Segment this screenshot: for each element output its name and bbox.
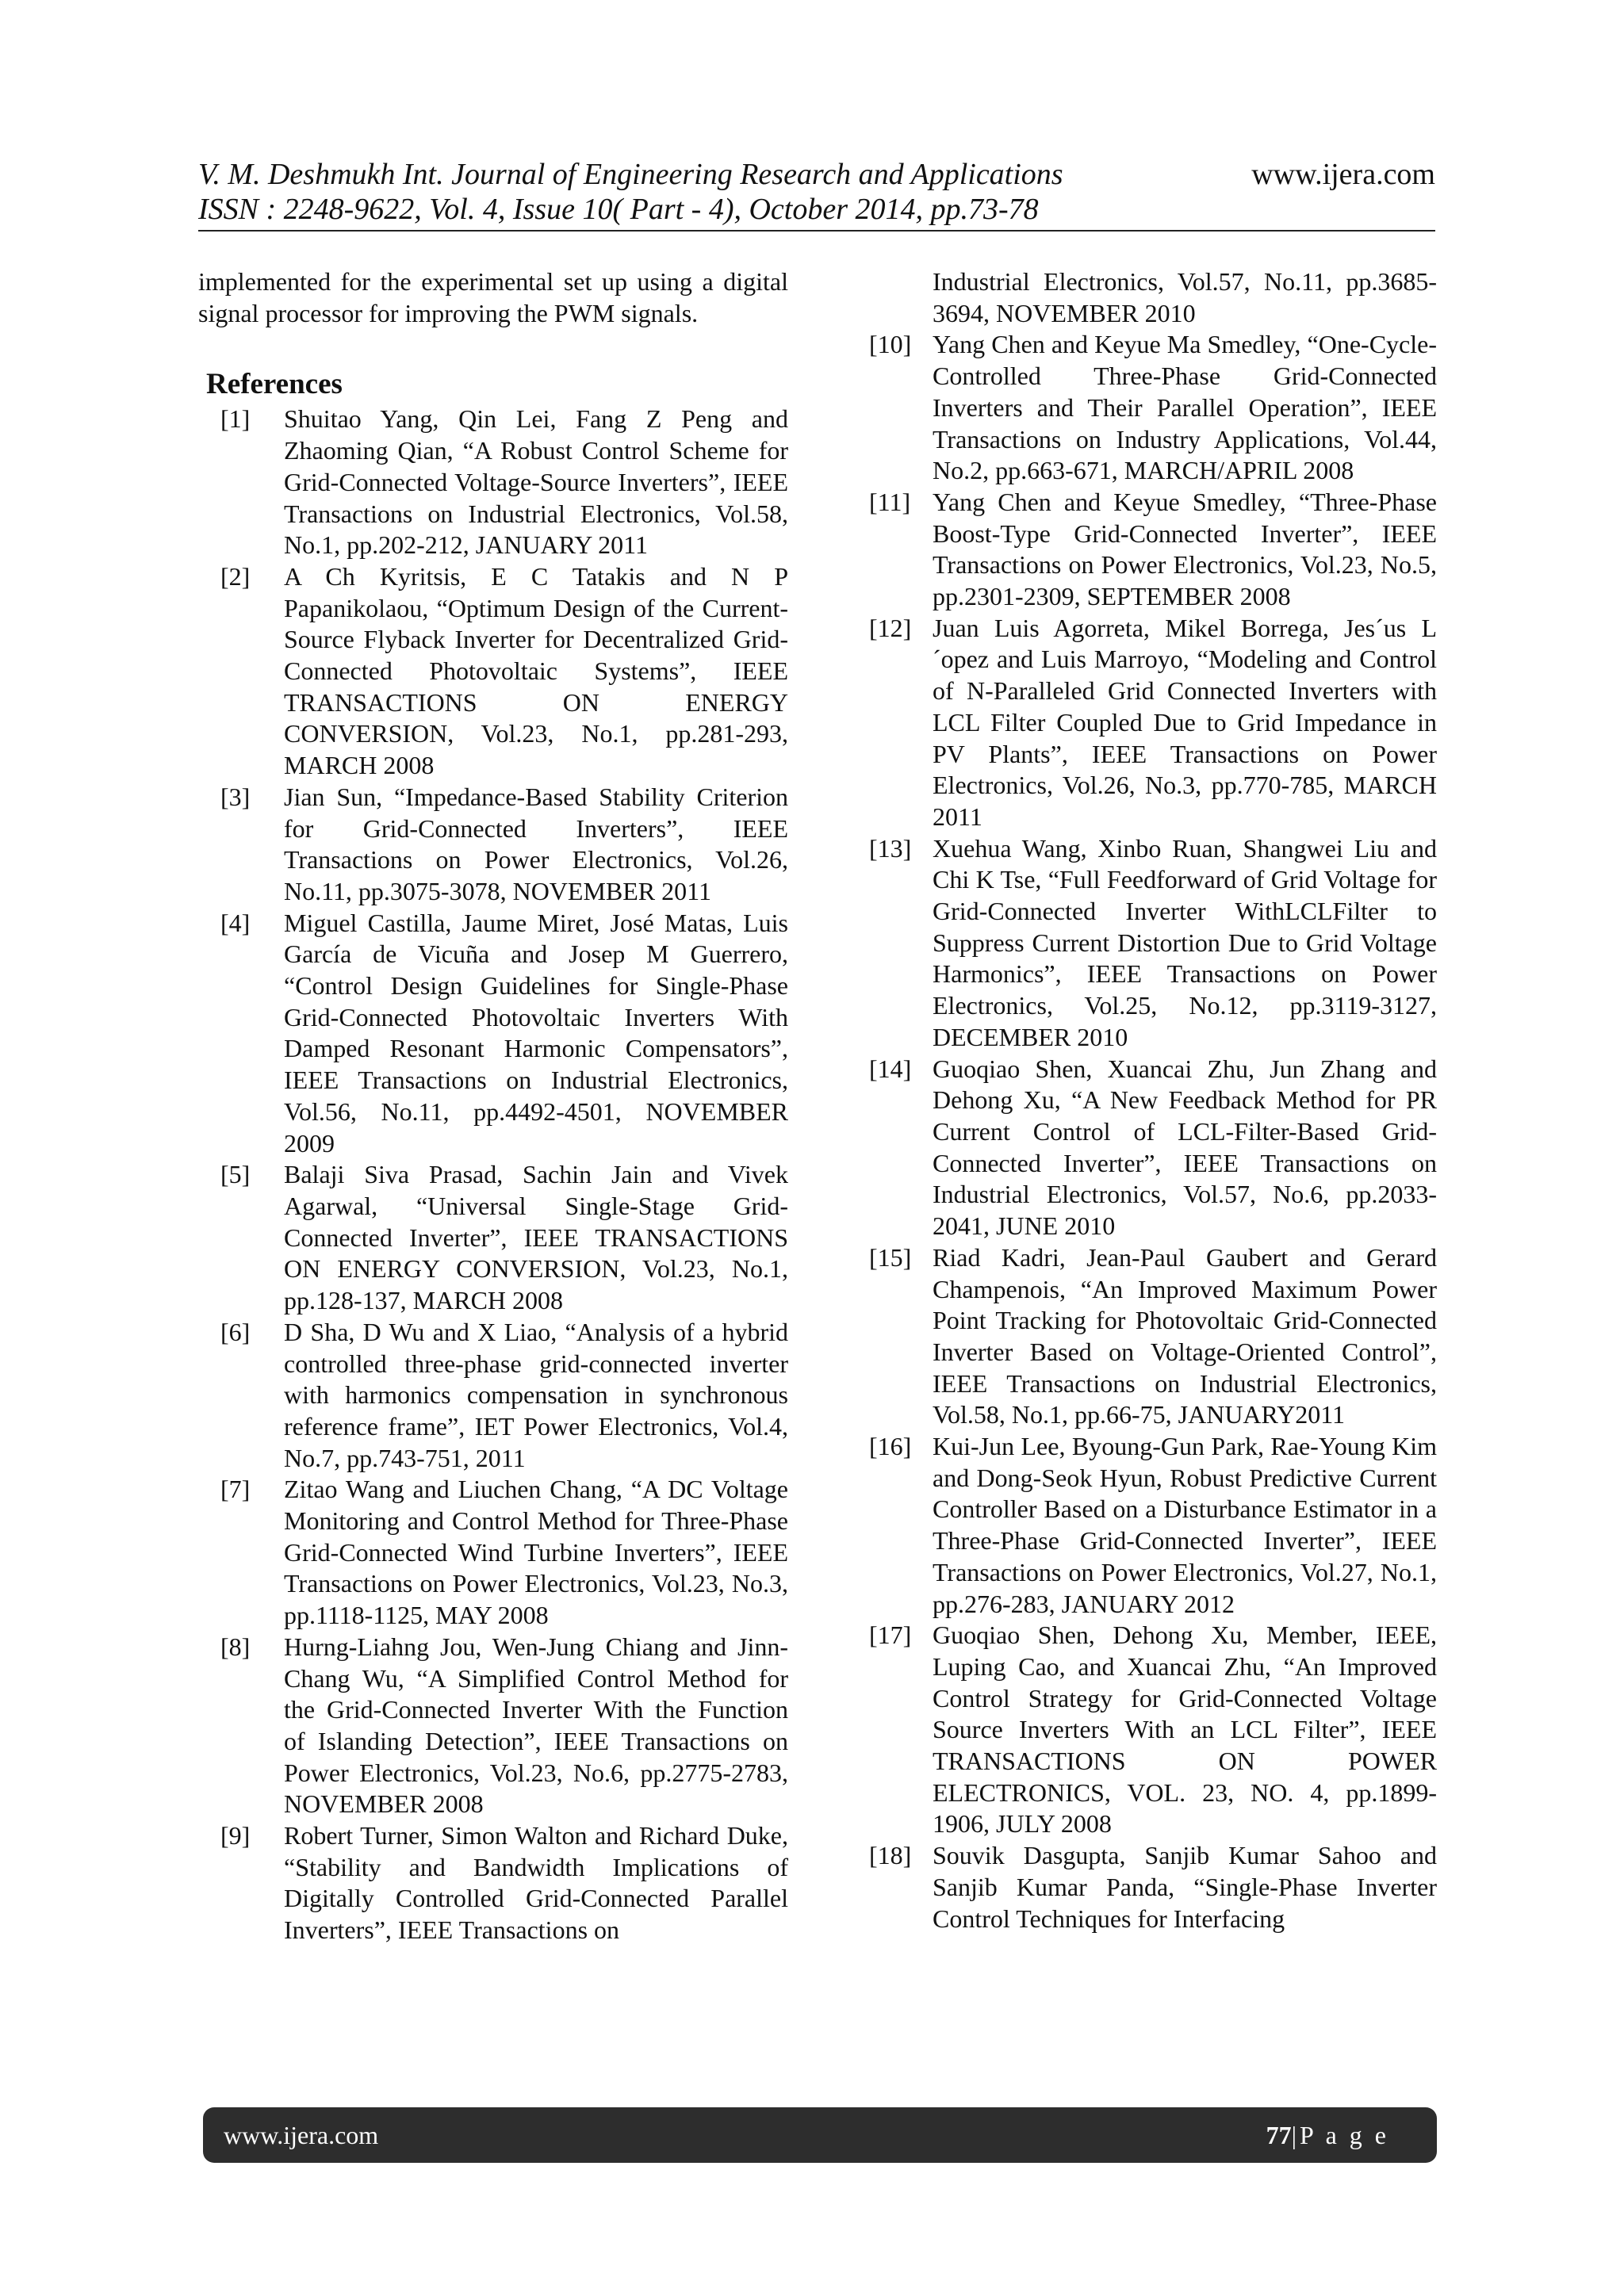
reference-item bbox=[869, 1431, 1437, 1620]
reference-number: [15] bbox=[869, 1242, 912, 1272]
reference-number: [4] bbox=[220, 908, 251, 937]
reference-text: Guoqiao Shen, Xuancai Zhu, Jun Zhang and Dehong Xu, “A New Feedback Method for PR Current Control of LCL-Filter-Based Grid-Connected Inverter”, IEEE Transactions on Industrial Electronics, Vol.57, No.6, pp.2033-2041, JUNE 2010 bbox=[933, 1054, 1437, 1241]
reference-item bbox=[198, 1820, 788, 1946]
page-label: |P a g e bbox=[1291, 2120, 1389, 2149]
reference-text: Miguel Castilla, Jaume Miret, José Matas, Luis García de Vicuña and Josep M Guerrero, “Control Design Guidelines for Single-Phase Grid-Connected Photovoltaic Inverters With Damped Resonant Harmonic Compensators”, IEEE Transactions on Industrial Electronics, Vol.56, No.11, pp.4492-4501, NOVEMBER 2009 bbox=[284, 908, 788, 1158]
reference-continuation: Industrial Electronics, Vol.57, No.11, pp.3685-3694, NOVEMBER 2010 bbox=[933, 267, 1437, 327]
reference-number: [11] bbox=[869, 487, 911, 516]
reference-number: [17] bbox=[869, 1621, 912, 1650]
reference-text: Balaji Siva Prasad, Sachin Jain and Vivek Agarwal, “Universal Single-Stage Grid-Connected Inverter”, IEEE TRANSACTIONS ON ENERGY CONVERSION, Vol.23, No.1, pp.128-137, MARCH 2008 bbox=[284, 1160, 788, 1315]
reference-text: Souvik Dasgupta, Sanjib Kumar Sahoo and Sanjib Kumar Panda, “Single-Phase Inverter Control Techniques for Interfacing bbox=[933, 1841, 1437, 1933]
reference-text: Robert Turner, Simon Walton and Richard Duke, “Stability and Bandwidth Implications of Digitally Controlled Grid-Connected Parallel Inverters”, IEEE Transactions on bbox=[284, 1821, 788, 1945]
page-indicator bbox=[1266, 2121, 1389, 2150]
reference-number: [14] bbox=[869, 1054, 912, 1083]
reference-number: [7] bbox=[220, 1475, 251, 1504]
intro-paragraph: implemented for the experimental set up using a digital signal processor for improving the PWM signals. bbox=[198, 267, 788, 327]
journal-header bbox=[198, 157, 1435, 227]
reference-number: [18] bbox=[869, 1841, 912, 1870]
page-number: 77 bbox=[1266, 2120, 1292, 2149]
references-heading: References bbox=[206, 368, 343, 401]
footer-url: www.ijera.com bbox=[224, 2120, 379, 2149]
reference-number: [5] bbox=[220, 1160, 251, 1189]
reference-text: Guoqiao Shen, Dehong Xu, Member, IEEE, Luping Cao, and Xuancai Zhu, “An Improved Control Strategy for Grid-Connected Voltage Source Inverters With an LCL Filter”, IEEE TRANSACTIONS ON POWER ELECTRONICS, VOL. 23, NO. 4, pp.1899-1906, JULY 2008 bbox=[933, 1621, 1437, 1839]
reference-item bbox=[198, 1632, 788, 1820]
reference-item bbox=[869, 1054, 1437, 1242]
journal-citation-line: V. M. Deshmukh Int. Journal of Engineering Research and Applications bbox=[198, 158, 1063, 191]
reference-number: [6] bbox=[220, 1317, 251, 1346]
reference-text: Yang Chen and Keyue Ma Smedley, “One-Cycle-Controlled Three-Phase Grid-Connected Inverters and Their Parallel Operation”, IEEE Transactions on Industry Applications, Vol.44, No.2, pp.663-671, MARCH/APRIL 2008 bbox=[933, 330, 1437, 485]
reference-item bbox=[869, 1840, 1437, 1934]
reference-number: [3] bbox=[220, 782, 251, 811]
reference-item bbox=[869, 833, 1437, 1054]
journal-url: www.ijera.com bbox=[1251, 158, 1435, 191]
reference-item bbox=[869, 329, 1437, 487]
issn-line: ISSN : 2248-9622, Vol. 4, Issue 10( Part - 4), October 2014, pp.73-78 bbox=[198, 193, 1039, 226]
reference-item bbox=[869, 1620, 1437, 1840]
reference-text: Juan Luis Agorreta, Mikel Borrega, Jes´us L´opez and Luis Marroyo, “Modeling and Control of N-Paralleled Grid Connected Inverters with LCL Filter Coupled Due to Grid Impedance in PV Plants”, IEEE Transactions on Power Electronics, Vol.26, No.3, pp.770-785, MARCH 2011 bbox=[933, 613, 1437, 831]
reference-number: [10] bbox=[869, 330, 912, 359]
reference-number: [8] bbox=[220, 1632, 251, 1661]
reference-number: [13] bbox=[869, 833, 912, 863]
reference-number: [9] bbox=[220, 1821, 251, 1850]
reference-number: [2] bbox=[220, 561, 251, 591]
reference-text: A Ch Kyritsis, E C Tatakis and N P Papanikolaou, “Optimum Design of the Current-Source Flyback Inverter for Decentralized Grid-Connected Photovoltaic Systems”, IEEE TRANSACTIONS ON ENERGY CONVERSION, Vol.23, No.1, pp.281-293, MARCH 2008 bbox=[284, 561, 788, 780]
reference-number: [12] bbox=[869, 613, 912, 642]
reference-list-left bbox=[198, 404, 788, 1946]
reference-text: Shuitao Yang, Qin Lei, Fang Z Peng and Zhaoming Qian, “A Robust Control Scheme for Grid-Connected Voltage-Source Inverters”, IEEE Transactions on Industrial Electronics, Vol.58, No.1, pp.202-212, JANUARY 2011 bbox=[284, 404, 788, 560]
reference-item bbox=[198, 404, 788, 561]
reference-number: [1] bbox=[220, 404, 251, 434]
reference-text: Kui-Jun Lee, Byoung-Gun Park, Rae-Young Kim and Dong-Seok Hyun, Robust Predictive Current Controller Based on a Disturbance Estimator in a Three-Phase Grid-Connected Inverter”, IEEE Transactions on Power Electronics, Vol.27, No.1, pp.276-283, JANUARY 2012 bbox=[933, 1432, 1437, 1618]
reference-number: [16] bbox=[869, 1432, 912, 1461]
reference-item bbox=[869, 613, 1437, 833]
reference-text: Zitao Wang and Liuchen Chang, “A DC Voltage Monitoring and Control Method for Three-Phase Grid-Connected Wind Turbine Inverters”, IEEE Transactions on Power Electronics, Vol.23, No.3, pp.1118-1125, MAY 2008 bbox=[284, 1475, 788, 1630]
left-column bbox=[198, 266, 788, 1946]
page-footer bbox=[203, 2107, 1437, 2163]
reference-item bbox=[198, 561, 788, 782]
reference-text: D Sha, D Wu and X Liao, “Analysis of a hybrid controlled three-phase grid-connected inverter with harmonics compensation in synchronous reference frame”, IET Power Electronics, Vol.4, No.7, pp.743-751, 2011 bbox=[284, 1317, 788, 1472]
reference-item bbox=[198, 1159, 788, 1317]
reference-text: Xuehua Wang, Xinbo Ruan, Shangwei Liu and Chi K Tse, “Full Feedforward of Grid Voltage for Grid-Connected Inverter WithLCLFilter to Suppress Current Distortion Due to Grid Voltage Harmonics”, IEEE Transactions on Power Electronics, Vol.25, No.12, pp.3119-3127, DECEMBER 2010 bbox=[933, 833, 1437, 1051]
reference-text: Riad Kadri, Jean-Paul Gaubert and Gerard Champenois, “An Improved Maximum Power Point Tracking for Photovoltaic Grid-Connected Inverter Based on Voltage-Oriented Control”, IEEE Transactions on Industrial Electronics, Vol.58, No.1, pp.66-75, JANUARY2011 bbox=[933, 1242, 1437, 1429]
reference-list-right bbox=[869, 329, 1437, 1934]
reference-item bbox=[869, 1242, 1437, 1431]
reference-text: Hurng-Liahng Jou, Wen-Jung Chiang and Jinn-Chang Wu, “A Simplified Control Method for the Grid-Connected Inverter With the Function of Islanding Detection”, IEEE Transactions on Power Electronics, Vol.23, No.6, pp.2775-2783, NOVEMBER 2008 bbox=[284, 1632, 788, 1819]
right-column bbox=[869, 266, 1437, 1934]
reference-item bbox=[198, 782, 788, 908]
header-divider bbox=[198, 230, 1435, 232]
reference-text: Yang Chen and Keyue Smedley, “Three-Phase Boost-Type Grid-Connected Inverter”, IEEE Transactions on Power Electronics, Vol.23, No.5, pp.2301-2309, SEPTEMBER 2008 bbox=[933, 487, 1437, 611]
reference-text: Jian Sun, “Impedance-Based Stability Criterion for Grid-Connected Inverters”, IEEE Transactions on Power Electronics, Vol.26, No.11, pp.3075-3078, NOVEMBER 2011 bbox=[284, 782, 788, 905]
reference-item bbox=[198, 1474, 788, 1632]
reference-item bbox=[198, 1317, 788, 1475]
reference-item bbox=[869, 487, 1437, 613]
reference-item bbox=[198, 908, 788, 1160]
